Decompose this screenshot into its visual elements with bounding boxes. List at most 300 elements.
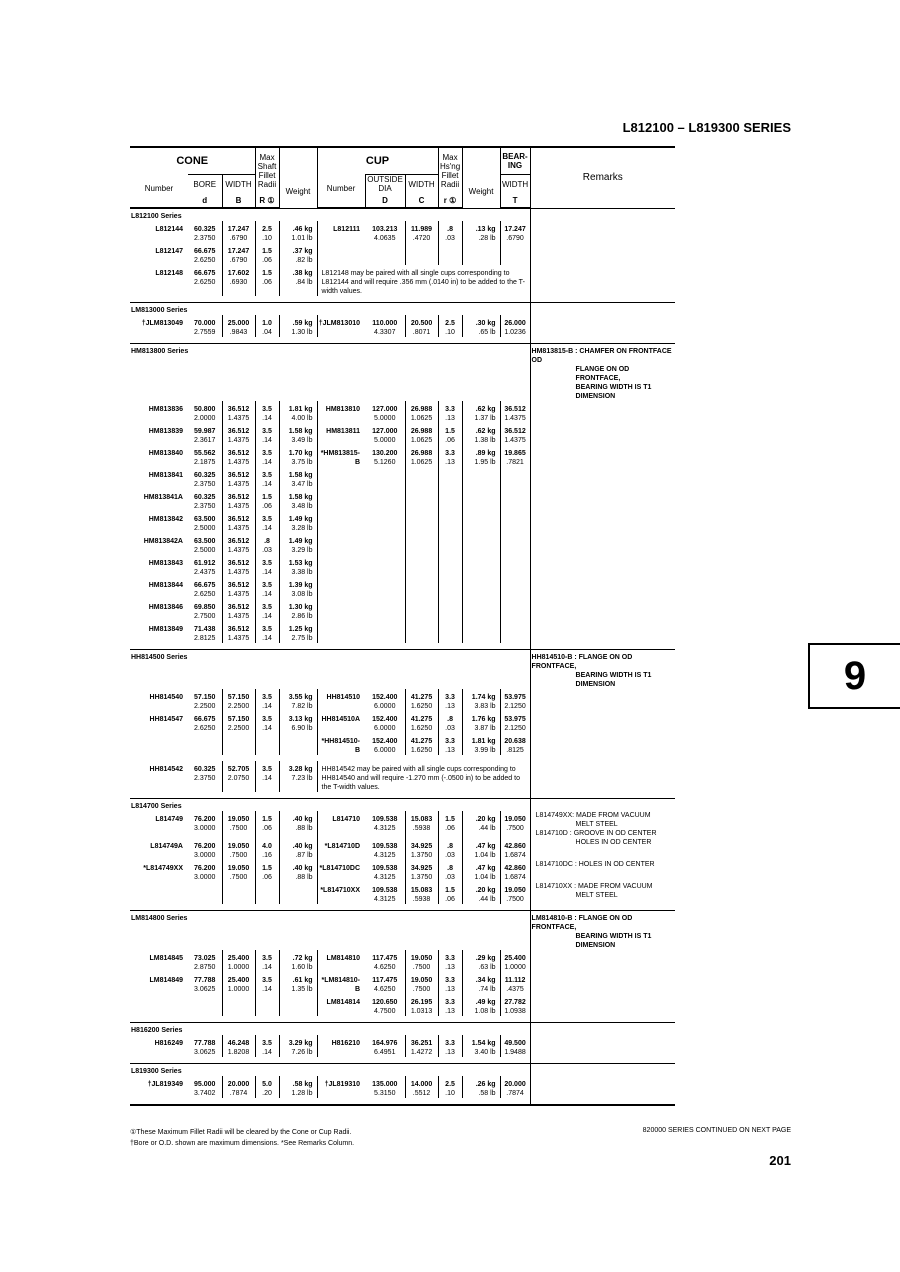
od-symbol: D: [365, 193, 405, 208]
outside-dia-metric: 117.475: [372, 955, 398, 962]
bearing-width-imperial: 1.9488: [504, 1049, 526, 1056]
outside-dia-imperial: 5.0000: [374, 415, 396, 422]
cone-weight: [279, 423, 317, 445]
outside-dia-imperial: 6.4951: [374, 1049, 396, 1056]
section-tab: 9: [808, 643, 900, 709]
cup-width-imperial: .5938: [412, 896, 431, 903]
hsng-fillet-metric: .8: [447, 716, 453, 723]
cup-weight: [462, 689, 500, 711]
cup-number: *L814710DC: [317, 860, 365, 882]
bearing-width: [500, 972, 530, 994]
cone-number: HH814542: [149, 766, 183, 773]
bore-heading: BORE: [188, 175, 222, 194]
bore-imperial: 3.0625: [194, 986, 216, 993]
cone-weight-imperial: 1.35 lb: [291, 986, 313, 993]
bearing-width: [500, 1035, 530, 1057]
cup-weight-imperial: 3.99 lb: [474, 747, 496, 754]
row-remarks: [530, 445, 675, 467]
bearing-width-imperial: 1.0938: [504, 1008, 526, 1015]
cone-number: HM813846: [148, 604, 183, 611]
shaft-fillet-metric: 3.5: [262, 406, 272, 413]
row-remarks: [530, 489, 675, 511]
cone-width-metric: 25.000: [227, 320, 250, 327]
bore-metric: 66.675: [194, 716, 216, 723]
cone-weight-metric: 1.25 kg: [288, 626, 313, 633]
cone-width-metric: 17.602: [227, 270, 250, 277]
cone-weight-imperial: 3.29 lb: [291, 547, 313, 554]
bore-metric: 95.000: [194, 1081, 216, 1088]
bearing-width-metric: 49.500: [504, 1040, 526, 1047]
hsng-fillet-metric: 3.3: [445, 977, 455, 984]
cup-width: [405, 711, 438, 733]
series-remarks: [530, 208, 675, 221]
pairing-note: HH814542 may be paired with all single cups corresponding to HH814540 and will require -1.270 mm (-.0500 in) to be added to the T-width values.: [317, 761, 530, 792]
bearing-width-imperial: 1.6874: [504, 852, 526, 859]
shaft-fillet-metric: 1.5: [262, 865, 272, 872]
outside-dia-imperial: 5.1260: [374, 459, 396, 466]
cone-width-metric: 36.512: [227, 626, 250, 633]
table-row: [130, 555, 675, 577]
cone-number: HM813841A: [143, 494, 183, 501]
table-row: [130, 445, 675, 467]
table-row: [130, 761, 675, 792]
cup-width-metric: 15.083: [410, 887, 433, 894]
row-remarks: [530, 950, 675, 972]
cone-width: [222, 467, 255, 489]
bore: [188, 950, 222, 972]
cup-width-imperial: 1.0625: [410, 459, 433, 466]
outside-dia-metric: 110.000: [372, 320, 398, 327]
bore-metric: 76.200: [194, 865, 216, 872]
table-row: [130, 577, 675, 599]
bore-metric: 73.025: [194, 955, 216, 962]
cone-weight-metric: 1.58 kg: [288, 472, 313, 479]
remark-line: DIMENSION: [575, 681, 616, 688]
bore-metric: 59.987: [194, 428, 216, 435]
bore-imperial: 2.3617: [194, 437, 216, 444]
outside-dia: [365, 315, 405, 337]
row-remarks: [530, 882, 675, 904]
cup-number: HM813810: [317, 401, 365, 423]
shaft-fillet-metric: 3.5: [262, 560, 272, 567]
cone-weight-imperial: 2.75 lb: [291, 635, 313, 642]
hsng-fillet: [438, 1035, 462, 1057]
cone-number: *L814749XX: [143, 865, 183, 872]
cone-weight-metric: .59 kg: [292, 320, 313, 327]
cone-width: [222, 1035, 255, 1057]
bore: [188, 489, 222, 511]
table-row: [130, 950, 675, 972]
cup-number: L814710: [317, 811, 365, 838]
cup-weight-metric: 1.54 kg: [471, 1040, 496, 1047]
table-row: [130, 533, 675, 555]
row-remarks: [530, 733, 675, 755]
series-title: L812100 Series: [130, 208, 222, 221]
cup-width-metric: 41.275: [410, 738, 433, 745]
shaft-fillet-metric: 3.5: [262, 626, 272, 633]
cone-number: [130, 733, 188, 755]
remark-line: L814710D : GROOVE IN OD CENTER: [535, 830, 657, 837]
cup-weight: [462, 838, 500, 860]
shaft-fillet-metric: 3.5: [262, 955, 272, 962]
hsng-fillet-metric: .8: [447, 865, 453, 872]
cup-width-metric: 34.925: [410, 865, 433, 872]
series-remarks: [530, 799, 675, 812]
shaft-fillet: [255, 811, 279, 838]
outside-dia-heading: OUTSIDE DIA: [365, 175, 405, 194]
cup-weight-metric: .26 kg: [475, 1081, 496, 1088]
shaft-fillet-imperial: .14: [262, 437, 272, 444]
cup-width: [405, 423, 438, 445]
cone-weight-metric: .58 kg: [292, 1081, 313, 1088]
cone-width: [222, 445, 255, 467]
cup-weight: [462, 401, 500, 423]
cone-width: [222, 621, 255, 643]
outside-dia-imperial: 4.3125: [374, 874, 396, 881]
table-row: [130, 811, 675, 838]
bore: [188, 1035, 222, 1057]
cone-width-imperial: 1.4375: [227, 437, 250, 444]
shaft-fillet: [255, 467, 279, 489]
series-remarks: [530, 1023, 675, 1036]
bore: [188, 511, 222, 533]
cone-width-metric: 36.512: [227, 538, 250, 545]
cone-weight: [279, 533, 317, 555]
cup-number: †JLM813010: [317, 315, 365, 337]
cone-weight-imperial: .88 lb: [295, 825, 313, 832]
outside-dia: [365, 445, 405, 467]
shaft-fillet: [255, 265, 279, 296]
bore-metric: 76.200: [194, 843, 216, 850]
bearing-width-symbol: T: [500, 193, 530, 208]
cup-weight-imperial: .74 lb: [478, 986, 496, 993]
shaft-fillet-metric: 3.5: [262, 766, 272, 773]
cone-weight: [279, 860, 317, 882]
remark-line: MELT STEEL: [575, 892, 618, 899]
cone-number: HM813842: [148, 516, 183, 523]
cup-width: [405, 972, 438, 994]
cone-number: LM814845: [149, 955, 183, 962]
cup-weight: [462, 315, 500, 337]
bore-metric: 63.500: [194, 538, 216, 545]
bearing-width-imperial: .7874: [506, 1090, 524, 1097]
cone-weight: [279, 689, 317, 711]
outside-dia: [365, 689, 405, 711]
shaft-fillet-imperial: .14: [262, 525, 272, 532]
cup-width-imperial: 1.3750: [410, 852, 433, 859]
cone-weight-metric: 3.55 kg: [288, 694, 313, 701]
bore-metric: 60.325: [194, 472, 216, 479]
shaft-fillet: [255, 221, 279, 243]
cone-number: L814749: [155, 816, 183, 823]
outside-dia: [365, 860, 405, 882]
cone-weight: [279, 621, 317, 643]
shaft-fillet-imperial: .06: [262, 503, 272, 510]
shaft-fillet-imperial: .14: [262, 775, 272, 782]
cup-weight-metric: .47 kg: [475, 865, 496, 872]
bearing-width-metric: 36.512: [504, 406, 526, 413]
page-series-title: L812100 – L819300 SERIES: [622, 120, 791, 135]
cone-width-metric: 20.000: [227, 1081, 250, 1088]
cup-width-metric: 15.083: [410, 816, 433, 823]
shaft-fillet-symbol: R ①: [255, 193, 279, 208]
pairing-note: L812148 may be paired with all single cups corresponding to L812144 and will require .356 mm (.0140 in) to be added to the T-width values.: [317, 265, 530, 296]
cone-width: [222, 243, 255, 265]
series-title: LM813000 Series: [130, 303, 222, 316]
series-title: L814700 Series: [130, 799, 222, 812]
shaft-fillet: [255, 761, 279, 792]
shaft-fillet: [255, 860, 279, 882]
cup-width-imperial: .4720: [412, 235, 431, 242]
hsng-fillet: [438, 689, 462, 711]
bearing-width-imperial: 1.4375: [504, 415, 526, 422]
shaft-fillet: [255, 445, 279, 467]
cone-number: HH814540: [149, 694, 183, 701]
bore: [188, 882, 222, 904]
remark-line: L814710DC : HOLES IN OD CENTER: [535, 861, 655, 868]
shaft-fillet: [255, 733, 279, 755]
cone-number: [130, 994, 188, 1016]
bore: [188, 467, 222, 489]
hsng-fillet-metric: 3.3: [445, 406, 455, 413]
hsng-fillet-metric: 1.5: [445, 887, 455, 894]
hsng-fillet: [438, 972, 462, 994]
cup-weight-metric: .29 kg: [475, 955, 496, 962]
row-remarks: [530, 1035, 675, 1057]
outside-dia-metric: 103.213: [372, 226, 398, 233]
cone-width: [222, 1076, 255, 1098]
hsng-fillet: [438, 423, 462, 445]
shaft-fillet-imperial: .04: [262, 329, 272, 336]
cup-width-imperial: 1.6250: [410, 703, 433, 710]
cup-width: [405, 733, 438, 755]
shaft-fillet-imperial: .20: [262, 1090, 272, 1097]
cup-width: [405, 838, 438, 860]
bore-imperial: 3.0000: [194, 852, 216, 859]
bearing-width-imperial: 2.1250: [504, 703, 526, 710]
cone-weight-metric: .40 kg: [292, 816, 313, 823]
shaft-fillet: [255, 882, 279, 904]
table-row: [130, 860, 675, 882]
bearing-width-imperial: .7500: [506, 825, 524, 832]
bore-metric: 60.325: [194, 494, 216, 501]
shaft-fillet: [255, 972, 279, 994]
hsng-fillet-imperial: .03: [445, 852, 455, 859]
max-shaft-heading: Max Shaft Fillet Radii: [255, 147, 279, 193]
outside-dia-imperial: 6.0000: [374, 747, 396, 754]
bore-metric: 69.850: [194, 604, 216, 611]
cone-width: [222, 689, 255, 711]
cup-width-heading: WIDTH: [405, 175, 438, 194]
cup-weight-imperial: .44 lb: [478, 896, 496, 903]
shaft-fillet-metric: 3.5: [262, 516, 272, 523]
bore-metric: 66.675: [194, 582, 216, 589]
cone-number: LM814849: [149, 977, 183, 984]
cup-weight-metric: 1.81 kg: [471, 738, 496, 745]
row-remarks: [530, 243, 675, 265]
bore-metric: 55.562: [194, 450, 216, 457]
hsng-fillet-metric: 3.3: [445, 450, 455, 457]
cup-number: †JL819310: [317, 1076, 365, 1098]
cone-width-metric: 36.512: [227, 472, 250, 479]
bearing-width-imperial: 2.1250: [504, 725, 526, 732]
cup-width-metric: 26.195: [410, 999, 433, 1006]
cone-weight-metric: 3.29 kg: [288, 1040, 313, 1047]
cone-weight-imperial: 1.30 lb: [291, 329, 313, 336]
shaft-fillet: [255, 243, 279, 265]
cone-width-imperial: 1.0000: [227, 986, 250, 993]
bore-metric: 77.788: [194, 1040, 216, 1047]
cup-number: *HM813815-B: [317, 445, 365, 467]
footnote-bore: †Bore or O.D. shown are maximum dimensions. *See Remarks Column.: [130, 1140, 355, 1147]
cup-weight-metric: .49 kg: [475, 999, 496, 1006]
cone-weight: [279, 761, 317, 792]
table-row: [130, 489, 675, 511]
cone-width: [222, 882, 255, 904]
shaft-fillet-metric: 1.0: [262, 320, 272, 327]
hsng-fillet-metric: 2.5: [445, 320, 455, 327]
row-remarks: [530, 689, 675, 711]
series-title: L819300 Series: [130, 1064, 222, 1077]
bearing-width-metric: 11.112: [504, 977, 526, 984]
cone-width-imperial: .7500: [229, 852, 248, 859]
outside-dia: [365, 972, 405, 994]
shaft-fillet: [255, 577, 279, 599]
cone-weight-imperial: 2.86 lb: [291, 613, 313, 620]
cone-width: [222, 860, 255, 882]
cup-weight-imperial: 1.04 lb: [474, 852, 496, 859]
series-title: HM813800 Series: [130, 344, 222, 402]
cone-width: [222, 511, 255, 533]
table-row: [130, 689, 675, 711]
bore: [188, 972, 222, 994]
bearing-width-metric: 20.000: [504, 1081, 526, 1088]
table-row: [130, 972, 675, 994]
bore: [188, 265, 222, 296]
bearing-width: [500, 221, 530, 243]
cup-weight-metric: .89 kg: [475, 450, 496, 457]
series-header-row: [130, 344, 675, 402]
cone-heading: CONE: [130, 147, 255, 175]
bearing-width: [500, 882, 530, 904]
shaft-fillet-imperial: .06: [262, 874, 272, 881]
cone-width-imperial: .6790: [229, 257, 248, 264]
cone-weight-imperial: 3.28 lb: [291, 525, 313, 532]
bearing-width: [500, 1076, 530, 1098]
series-header-row: [130, 1064, 675, 1077]
cone-weight-metric: 1.81 kg: [288, 406, 313, 413]
cup-number: H816210: [317, 1035, 365, 1057]
shaft-fillet-imperial: .14: [262, 569, 272, 576]
cone-weight: [279, 1076, 317, 1098]
shaft-fillet: [255, 950, 279, 972]
shaft-fillet-metric: 3.5: [262, 604, 272, 611]
bore-imperial: 2.8750: [194, 964, 216, 971]
bore: [188, 761, 222, 792]
bore-imperial: 2.6250: [194, 725, 216, 732]
cup-width-imperial: 1.0625: [410, 415, 433, 422]
cup-weight-imperial: 1.95 lb: [474, 459, 496, 466]
bore-imperial: 2.6250: [194, 257, 216, 264]
cone-width-metric: 36.512: [227, 582, 250, 589]
hsng-fillet-imperial: .10: [445, 329, 455, 336]
outside-dia-imperial: 4.0635: [374, 235, 396, 242]
cone-width-metric: 36.512: [227, 516, 250, 523]
cone-number: HH814547: [149, 716, 183, 723]
table-row: [130, 1076, 675, 1098]
continued-note: 820000 SERIES CONTINUED ON NEXT PAGE: [642, 1127, 791, 1134]
hsng-fillet: [438, 950, 462, 972]
shaft-fillet: [255, 533, 279, 555]
shaft-fillet-imperial: .03: [262, 547, 272, 554]
bore-imperial: 2.0000: [194, 415, 216, 422]
cone-weight-metric: .37 kg: [292, 248, 313, 255]
hsng-fillet-metric: 3.3: [445, 1040, 455, 1047]
cup-weight: [462, 882, 500, 904]
cone-weight-metric: 1.58 kg: [288, 428, 313, 435]
table-row: [130, 711, 675, 733]
cup-width-imperial: .7500: [412, 986, 431, 993]
row-remarks: [530, 467, 675, 489]
bore-metric: 50.800: [194, 406, 216, 413]
series-title: H816200 Series: [130, 1023, 222, 1036]
cup-width-imperial: 1.4272: [410, 1049, 433, 1056]
cone-width-imperial: 1.4375: [227, 459, 250, 466]
row-remarks: [530, 423, 675, 445]
cone-width-imperial: .7874: [229, 1090, 248, 1097]
row-remarks: [530, 994, 675, 1016]
hsng-fillet: [438, 221, 462, 243]
series-header-row: [130, 799, 675, 812]
cup-number: *L814710XX: [317, 882, 365, 904]
shaft-fillet-metric: 4.0: [262, 843, 272, 850]
outside-dia-imperial: 6.0000: [374, 703, 396, 710]
cone-number: HM813841: [148, 472, 183, 479]
bearing-width-imperial: .6790: [506, 235, 524, 242]
cone-weight: [279, 577, 317, 599]
cup-weight-imperial: 1.37 lb: [474, 415, 496, 422]
table-row: [130, 243, 675, 265]
cone-weight: [279, 599, 317, 621]
cone-weight-imperial: 1.01 lb: [291, 235, 313, 242]
cone-width-metric: 36.512: [227, 494, 250, 501]
table-row: [130, 401, 675, 423]
cone-width-metric: 25.400: [227, 977, 250, 984]
shaft-fillet: [255, 621, 279, 643]
cone-weight-metric: 3.28 kg: [288, 766, 313, 773]
shaft-fillet: [255, 555, 279, 577]
section-gap: [130, 1098, 675, 1105]
hsng-fillet: [438, 811, 462, 838]
shaft-fillet-imperial: .06: [262, 257, 272, 264]
cup-number-heading: Number: [317, 175, 365, 194]
cup-weight-imperial: 3.87 lb: [474, 725, 496, 732]
cup-width: [405, 315, 438, 337]
outside-dia: [365, 401, 405, 423]
bore-imperial: 2.3750: [194, 775, 216, 782]
hsng-fillet: [438, 994, 462, 1016]
bearing-width-imperial: .8125: [506, 747, 524, 754]
cone-number: †JL819349: [147, 1081, 183, 1088]
hsng-fillet-imperial: .10: [445, 1090, 455, 1097]
cone-width-metric: 52.705: [227, 766, 250, 773]
bearing-width-metric: 26.000: [504, 320, 526, 327]
bore: [188, 733, 222, 755]
cup-width-metric: 41.275: [410, 716, 433, 723]
row-remarks: [530, 599, 675, 621]
hsng-fillet: [438, 860, 462, 882]
cone-weight: [279, 711, 317, 733]
